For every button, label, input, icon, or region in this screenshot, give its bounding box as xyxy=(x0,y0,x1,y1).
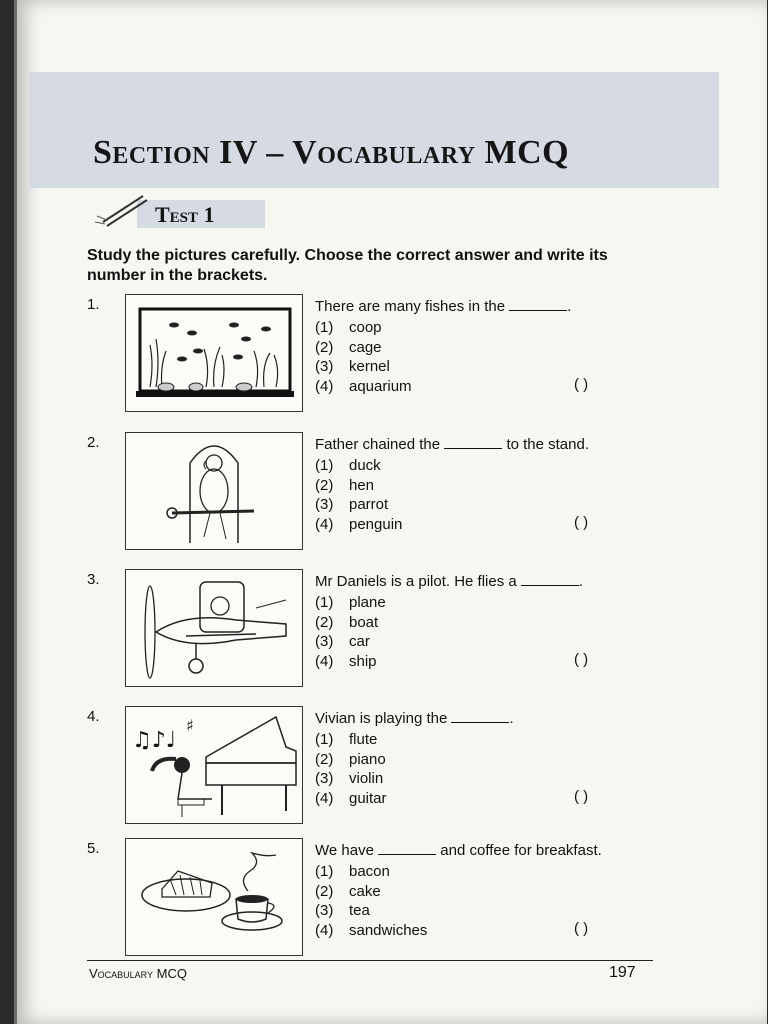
question-stem: There are many fishes in the . xyxy=(315,298,572,315)
option: (4) ship xyxy=(315,652,377,670)
options-list xyxy=(315,593,386,671)
answer-brackets[interactable]: ( ) xyxy=(574,788,589,805)
aquarium-picture xyxy=(125,294,303,412)
option: (2) cage xyxy=(315,338,382,356)
answer-blank xyxy=(444,438,502,449)
footer-rule xyxy=(87,960,653,961)
question-stem: Mr Daniels is a pilot. He flies a . xyxy=(315,573,584,590)
option: (1) bacon xyxy=(315,863,390,880)
option: (1) duck xyxy=(315,457,381,474)
instructions: Study the pictures carefully. Choose the correct answer and write its number in the brackets. xyxy=(87,247,608,284)
section-title: Section IV – Vocabulary MCQ xyxy=(93,134,570,171)
question-number: 3. xyxy=(87,571,100,588)
option: (1) flute xyxy=(315,731,378,748)
option: (1) plane xyxy=(315,594,386,611)
answer-blank xyxy=(521,575,579,586)
footer-section-name: Vocabulary MCQ xyxy=(89,966,187,981)
test-label: Test 1 xyxy=(155,202,215,227)
answer-blank xyxy=(378,844,436,855)
question-4 xyxy=(87,706,707,828)
question-stem: We have and coffee for breakfast. xyxy=(315,842,602,859)
option: (4) penguin xyxy=(315,515,403,533)
question-1 xyxy=(87,294,707,416)
options-list xyxy=(315,730,387,808)
question-number: 2. xyxy=(87,434,100,451)
answer-blank xyxy=(451,712,509,723)
option: (3) kernel xyxy=(315,358,390,375)
question-stem: Father chained the to the stand. xyxy=(315,436,589,453)
answer-blank xyxy=(509,300,567,311)
option: (2) boat xyxy=(315,613,379,631)
option: (3) violin xyxy=(315,770,384,787)
question-3 xyxy=(87,569,707,691)
question-number: 1. xyxy=(87,296,100,313)
options-list xyxy=(315,862,427,940)
answer-brackets[interactable]: ( ) xyxy=(574,376,589,393)
option: (3) car xyxy=(315,633,370,650)
question-2 xyxy=(87,432,707,554)
option: (4) guitar xyxy=(315,789,387,807)
options-list xyxy=(315,318,412,396)
option: (2) cake xyxy=(315,882,381,900)
plane-picture xyxy=(125,569,303,687)
question-number: 5. xyxy=(87,840,100,857)
question-stem: Vivian is playing the . xyxy=(315,710,514,727)
piano-picture xyxy=(125,706,303,824)
svg-text:♯: ♯ xyxy=(186,716,194,735)
option: (4) sandwiches xyxy=(315,921,428,939)
answer-brackets[interactable]: ( ) xyxy=(574,920,589,937)
answer-brackets[interactable]: ( ) xyxy=(574,514,589,531)
breakfast-picture xyxy=(125,838,303,956)
option: (3) tea xyxy=(315,902,370,919)
page-number: 197 xyxy=(609,964,636,981)
option: (2) piano xyxy=(315,750,386,768)
answer-brackets[interactable]: ( ) xyxy=(574,651,589,668)
svg-text:♫♪♩: ♫♪♩ xyxy=(132,728,177,753)
question-5 xyxy=(87,838,707,960)
parrot-picture xyxy=(125,432,303,550)
book-page xyxy=(14,0,767,1024)
test-tab xyxy=(91,196,267,230)
options-list xyxy=(315,456,402,534)
option: (4) aquarium xyxy=(315,377,412,395)
question-number: 4. xyxy=(87,708,100,725)
option: (3) parrot xyxy=(315,496,389,513)
option: (2) hen xyxy=(315,476,375,494)
pencil-icon xyxy=(91,190,151,230)
option: (1) coop xyxy=(315,319,382,336)
